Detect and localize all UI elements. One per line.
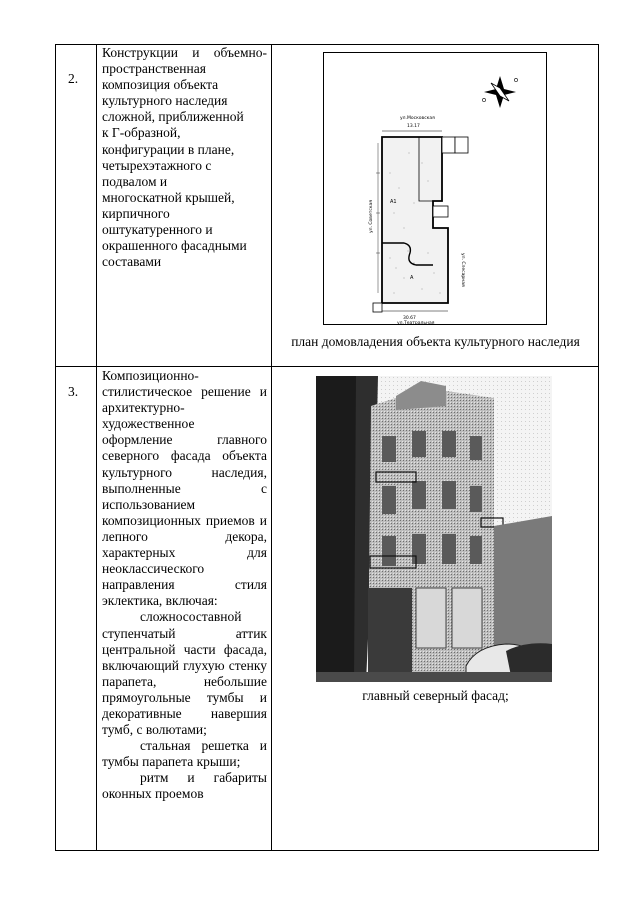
description-paragraph: Композиционно-стилистическое решение и архитектурно-художественное оформление главного северного фасада объекта культурного наследия, выполненные с использованием композиционных приемов и лепного декора, характерных для неоклассического направления стиля эклектика, включая:: [102, 368, 267, 609]
description-line: кирпичного: [102, 205, 170, 221]
site-plan-image: [323, 52, 547, 325]
description-line: Конструкции и объемно-пространственная: [102, 45, 267, 77]
row-description: [102, 368, 267, 803]
description-line: составами: [102, 254, 162, 270]
description-line: к Г-образной,: [102, 125, 181, 141]
description-line: окрашенного фасадными: [102, 238, 247, 254]
facade-photo: [316, 376, 552, 682]
building-a-label: А: [410, 275, 414, 281]
description-line: культурного наследия: [102, 93, 228, 109]
dim-top-label: 13.17: [407, 124, 420, 129]
site-plan-drawing: [324, 53, 546, 324]
row-number: 3.: [68, 384, 79, 399]
compass-icon: [482, 76, 517, 108]
description-paragraph: сложносоставной ступенчатый аттик центральной части фасада, включающий глухую стенку парапета, небольшие прямоугольные тумбы и декоративные навершия тумб, с волютами;: [102, 609, 267, 738]
description-line: сложной, приближенной: [102, 109, 244, 125]
description-line: оштукатуренного и: [102, 222, 213, 238]
street-right-label: ул. Слесарная: [460, 253, 465, 287]
description-paragraph: стальная решетка и тумбы парапета крыши;: [102, 738, 267, 770]
column-divider: [96, 45, 97, 850]
row-divider: [56, 366, 598, 367]
description-line: многоскатной крышей,: [102, 189, 235, 205]
street-bottom-label: ул.Театральная: [397, 321, 435, 324]
row-description: [102, 45, 267, 270]
column-divider: [271, 45, 272, 850]
description-line: конфигурации в плане,: [102, 141, 235, 157]
facade-caption: главный северный фасад;: [362, 688, 509, 703]
facade-photo-drawing: [316, 376, 552, 682]
row-number: 2.: [68, 71, 79, 86]
building-a1-label: А1: [390, 199, 397, 205]
description-line: композиция объекта: [102, 77, 219, 93]
plan-caption: план домовладения объекта культурного наследия: [291, 334, 580, 349]
street-left-label: ул. Советская: [369, 200, 374, 233]
description-line: подвалом и: [102, 173, 168, 189]
street-top-label: ул.Московская: [400, 116, 435, 121]
description-paragraph: ритм и габариты оконных проемов: [102, 770, 267, 802]
dim-bottom-label: 30.67: [403, 316, 416, 321]
heritage-table: [55, 44, 599, 851]
description-line: четырехэтажного с: [102, 157, 212, 173]
